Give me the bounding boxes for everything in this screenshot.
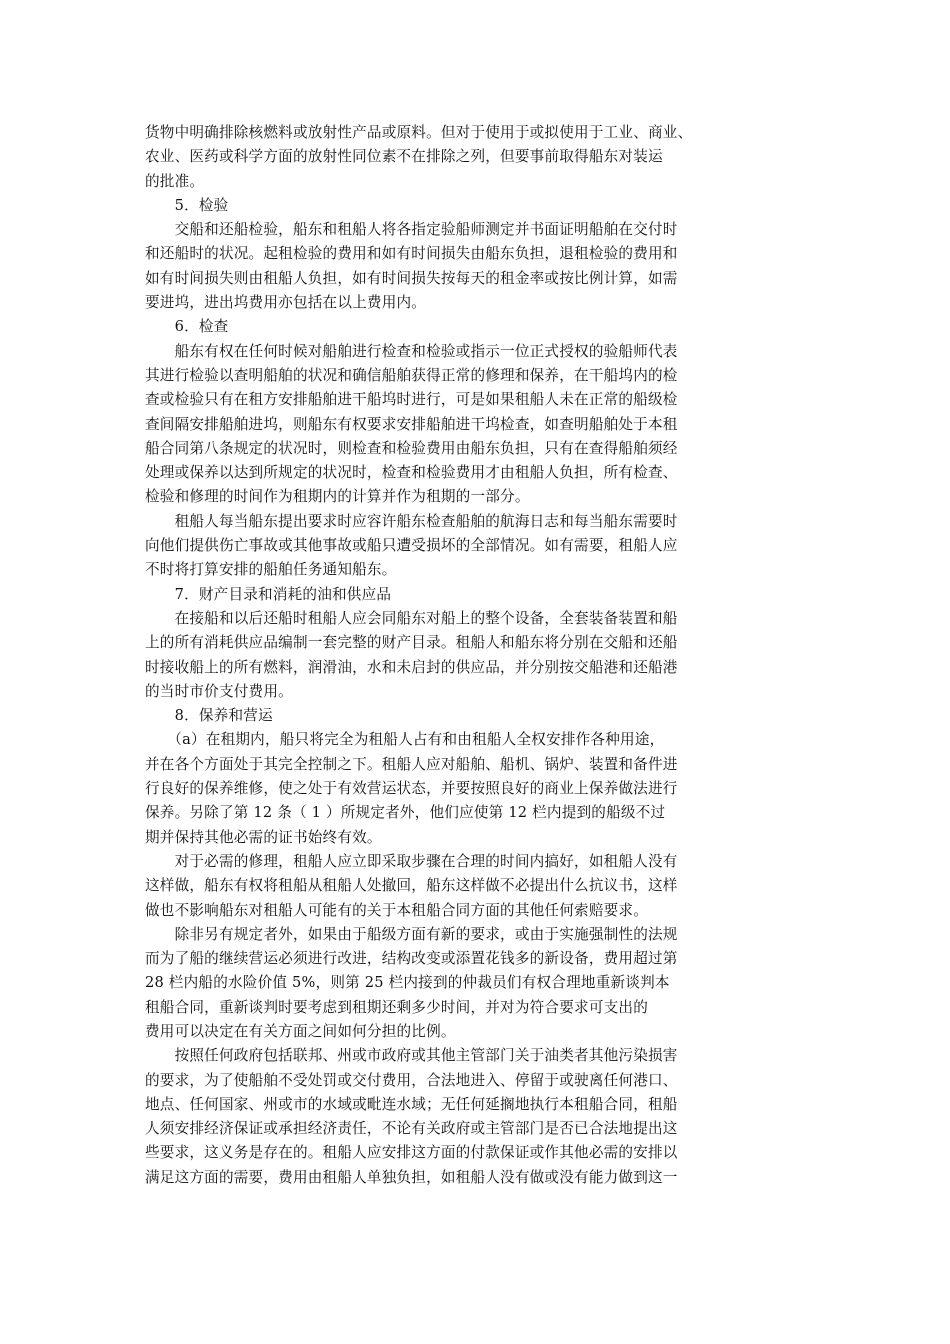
text-line: 除非另有规定者外，如果由于船级方面有新的要求，或由于实施强制性的法规 (145, 925, 678, 943)
text-line: 期并保持其他必需的证书始终有效。 (145, 828, 382, 846)
text-line: 船东有权在任何时候对船舶进行检查和检验或指示一位正式授权的验船师代表 (145, 342, 678, 360)
text-line: 要进坞，进出坞费用亦包括在以上费用内。 (145, 294, 427, 312)
text-line: 保养。另除了第 12 条（ 1 ）所规定者外，他们应使第 12 栏内提到的船级不过 (145, 804, 666, 822)
text-line: 向他们提供伤亡事故或其他事故或船只遭受损坏的全部情况。如有需要，租船人应 (145, 537, 678, 555)
text-line: 做也不影响船东对租船人可能有的关于本租船合同方面的其他任何索赔要求。 (145, 901, 648, 919)
section-heading: 6．检查 (145, 318, 229, 336)
text-line: 如有时间损失则由租船人负担，如有时间损失按每天的租金率或按比例计算，如需 (145, 269, 678, 287)
text-line: 货物中明确排除核燃料或放射性产品或原料。但对于使用于或拟使用于工业、商业、 (145, 124, 693, 141)
text-line: 农业、医药或科学方面的放射性同位素不在排除之列，但要事前取得船东对装运 (145, 148, 663, 166)
text-line: 行良好的保养维修，使之处于有效营运状态，并要按照良好的商业上保养做法进行 (145, 780, 678, 798)
text-line: 租船合同，重新谈判时要考虑到租期还剩多少时间，并对为符合要求可支出的 (145, 998, 648, 1016)
text-line: 租船人每当船东提出要求时应容许船东检查船舶的航海日志和每当船东需要时 (145, 512, 678, 530)
text-line: 检验和修理的时间作为租期内的计算并作为租期的一部分。 (145, 488, 530, 506)
text-line: 船合同第八条规定的状况时，则检查和检验费用由船东负担，只有在查得船舶须经 (145, 439, 678, 457)
text-line: 而为了船的继续营运必须进行改进，结构改变或添置花钱多的新设备，费用超过第 (145, 950, 678, 968)
text-line: 其进行检验以查明船舶的状况和确信船舶获得正常的修理和保养，在干船坞内的检 (145, 366, 678, 384)
text-line: （a）在租期内，船只将完全为租船人占有和由租船人全权安排作各种用途， (145, 731, 665, 749)
text-line: 按照任何政府包括联邦、州或市政府或其他主管部门关于油类者其他污染损害 (145, 1047, 678, 1065)
text-line: 些要求，这义务是存在的。租船人应安排这方面的付款保证或作其他必需的安排以 (145, 1144, 678, 1162)
text-line: 地点、任何国家、州或市的水域或毗连水域；无任何延搁地执行本租船合同，租船 (145, 1095, 678, 1113)
text-line: 在接船和以后还船时租船人应会同船东对船上的整个设备，全套装备装置和船 (145, 609, 678, 627)
section-heading: 7．财产目录和消耗的油和供应品 (145, 585, 392, 603)
text-line: 这样做，船东有权将租船从租船人处撤回，船东这样做不必提出什么抗议书，这样 (145, 877, 678, 895)
section-heading: 5．检验 (145, 196, 229, 214)
text-line: 的要求，为了使船舶不受处罚或交付费用，合法地进入、停留于或驶离任何港口、 (145, 1071, 678, 1089)
text-line: 不时将打算安排的船舶任务通知船东。 (145, 561, 397, 579)
text-line: 上的所有消耗供应品编制一套完整的财产目录。租船人和船东将分别在交船和还船 (145, 634, 678, 652)
section-heading: 8．保养和营运 (145, 707, 273, 725)
text-line: 交船和还船检验，船东和租船人将各指定验船师测定并书面证明船舶在交付时 (145, 221, 678, 239)
text-line: 的当时市价支付费用。 (145, 682, 293, 700)
text-line: 人须安排经济保证或承担经济责任，不论有关政府或主管部门是否已合法地提出这 (145, 1120, 678, 1138)
text-line: 满足这方面的需要，费用由租船人单独负担，如租船人没有做或没有能力做到这一 (145, 1168, 678, 1186)
text-line: 时接收船上的所有燃料，润滑油，水和未启封的供应品，并分别按交船港和还船港 (145, 658, 678, 676)
text-line: 对于必需的修理，租船人应立即采取步骤在合理的时间内搞好，如租船人没有 (145, 852, 678, 870)
text-line: 和还船时的状况。起租检验的费用和如有时间损失由船东负担，退租检验的费用和 (145, 245, 678, 263)
text-line: 查或检验只有在租方安排船舶进干船坞时进行，可是如果租船人未在正常的船级检 (145, 391, 678, 409)
text-line: 的批准。 (145, 172, 205, 190)
text-line: 28 栏内船的水险价值 5%，则第 25 栏内接到的仲裁员们有权合理地重新谈判本 (145, 974, 670, 992)
document-page (145, 121, 765, 1190)
text-line: 处理或保养以达到所规定的状况时，检查和检验费用才由租船人负担，所有检查、 (145, 464, 678, 482)
text-line: 查间隔安排船舶进坞，则船东有权要求安排船舶进干坞检查，如查明船舶处于本租 (145, 415, 678, 433)
text-line: 费用可以决定在有关方面之间如何分担的比例。 (145, 1022, 456, 1040)
text-line: 并在各个方面处于其完全控制之下。租船人应对船舶、船机、锅炉、装置和备件进 (145, 755, 678, 773)
